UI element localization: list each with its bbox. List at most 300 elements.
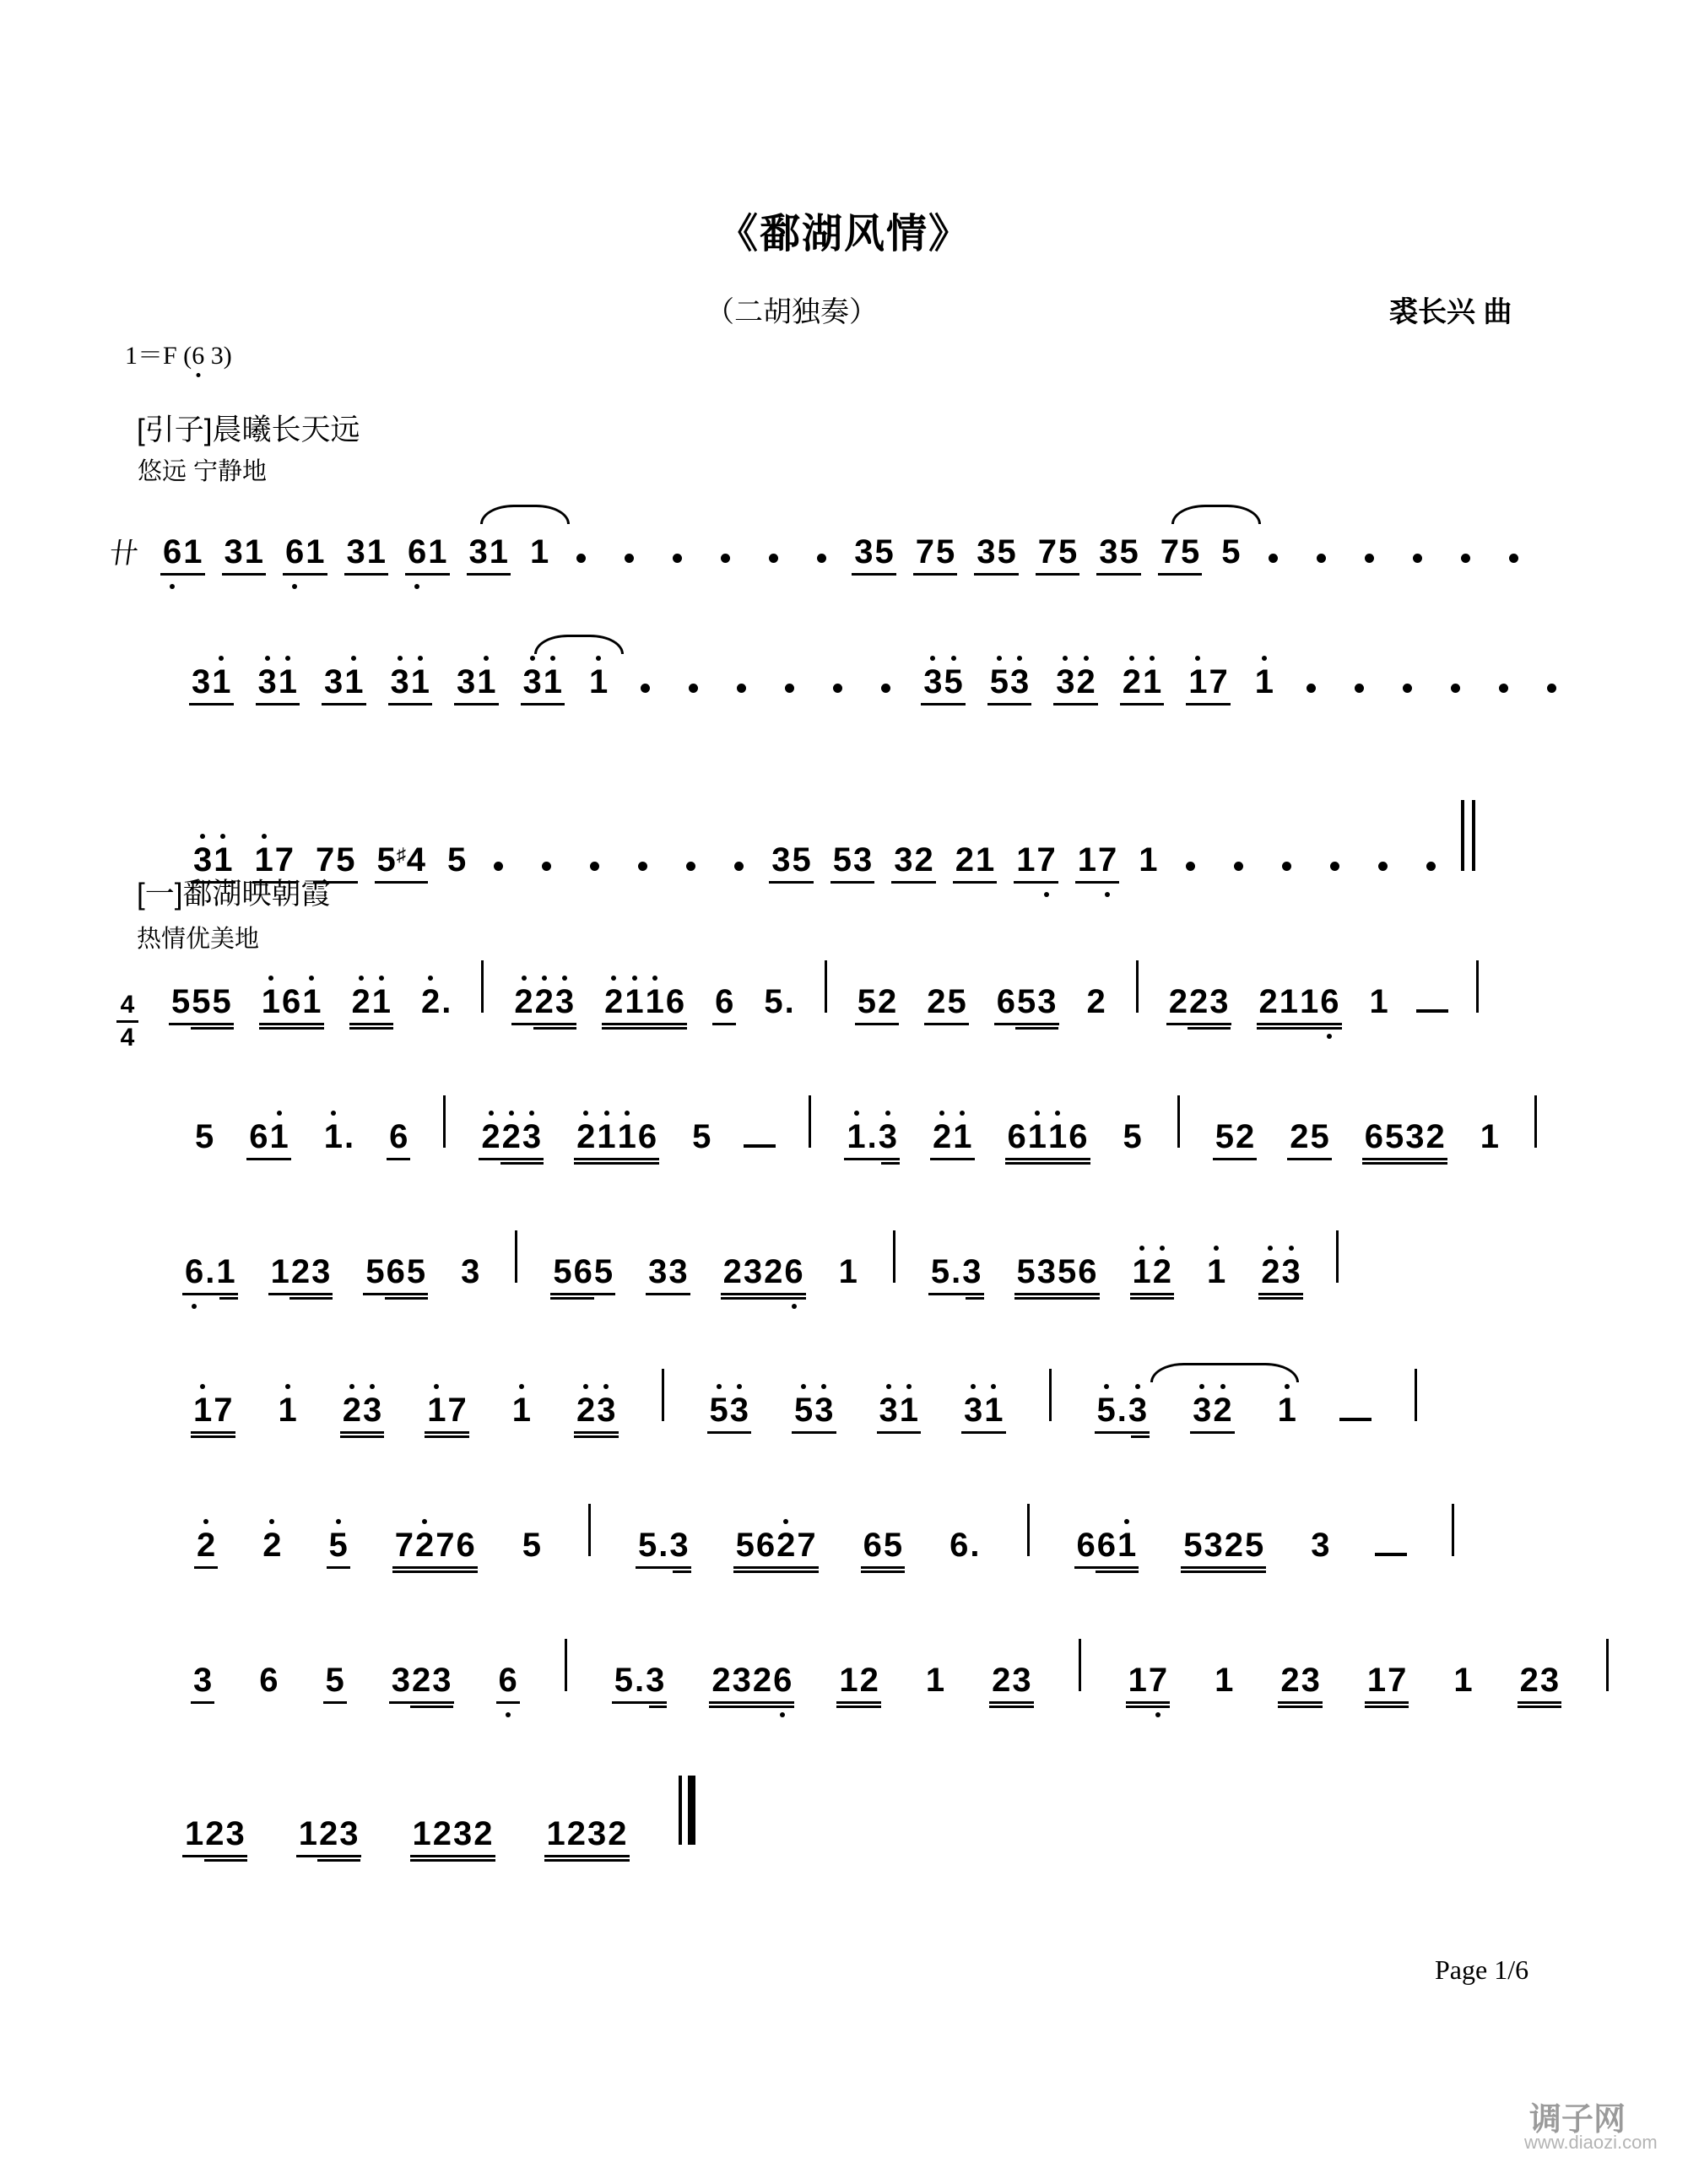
note-digit: 3 [771, 841, 791, 878]
beam-line-2 [989, 1706, 1034, 1708]
note-digit: 5 [1215, 1118, 1234, 1155]
note-digit: 2 [290, 1253, 311, 1290]
fade-dots [1186, 862, 1436, 871]
note-digit: 6 [863, 1527, 882, 1564]
note-group [1121, 1120, 1144, 1158]
key-prefix: 1＝F ( [125, 342, 192, 370]
held-note-dash [1416, 1009, 1448, 1013]
fade-dot [881, 684, 890, 693]
note-group [1367, 985, 1391, 1023]
note-digit: 1 [1132, 1253, 1151, 1290]
note-group [445, 843, 468, 881]
note-group [855, 985, 900, 1025]
key-suffix: 3) [204, 342, 232, 370]
note-group [733, 1528, 819, 1569]
fade-dot [1282, 862, 1291, 871]
note-digit: 1 [412, 1815, 431, 1852]
beam-line-2 [881, 1162, 900, 1165]
note-digit: 2 [1280, 1662, 1300, 1699]
note-digit: 1 [366, 533, 386, 570]
note-digit: 5 [1310, 1118, 1329, 1155]
beam-line-2 [1257, 1027, 1342, 1030]
note-digit: 6 [1096, 1527, 1116, 1564]
note-digit: 2 [432, 1815, 452, 1852]
note-group [296, 1817, 361, 1857]
fade-dot [1355, 684, 1364, 693]
note-digit: 1 [976, 841, 995, 878]
fade-dot [576, 554, 586, 563]
final-barline [679, 1776, 695, 1845]
note-digit: 2 [412, 1662, 431, 1699]
beam-line-2 [385, 1297, 428, 1300]
note-digit: 3 [668, 1253, 688, 1290]
note-group [1181, 1528, 1266, 1569]
beam-line-2 [392, 1570, 478, 1573]
note-digit: 1 [984, 1392, 1004, 1429]
note-digit: 2 [878, 983, 897, 1020]
note-digit: 6 [996, 983, 1015, 1020]
fade-dot [673, 554, 682, 563]
note-digit: 2 [933, 1118, 952, 1155]
note-digit: 7 [274, 841, 294, 878]
note-group [349, 985, 394, 1025]
fade-dot [1451, 684, 1460, 693]
note-digit: 2 [1168, 983, 1188, 1020]
note-digit: . [205, 1253, 215, 1290]
note-digit: 3 [1128, 1392, 1148, 1429]
barline [809, 1095, 811, 1148]
note-digit: 3 [854, 533, 874, 570]
note-digit: 2 [722, 1253, 742, 1290]
music-line-9 [191, 1639, 1611, 1704]
note-digit: 1 [427, 1392, 446, 1429]
note-digit: 2 [1213, 1392, 1232, 1429]
note-digit: 3 [1281, 1253, 1301, 1290]
note-digit: 3 [363, 1392, 382, 1429]
note-digit: 2 [1426, 1118, 1445, 1155]
note-digit: 3 [522, 663, 542, 700]
note-digit: 1 [847, 1118, 866, 1155]
note-group [1258, 1255, 1303, 1295]
note-digit: 7 [394, 1527, 414, 1564]
note-digit: 3 [324, 663, 344, 700]
note-digit: 2 [1152, 1253, 1171, 1290]
fade-dots [641, 684, 890, 693]
barline [565, 1639, 567, 1691]
note-group [550, 1255, 615, 1295]
note-digit: 2 [1076, 663, 1096, 700]
note-digit: 5 [1385, 1118, 1404, 1155]
note-digit: 2 [501, 1118, 521, 1155]
fade-dot [1317, 554, 1326, 563]
beam-line-2 [349, 1027, 394, 1030]
note-digit: 1 [899, 1392, 918, 1429]
note-digit: . [658, 1527, 668, 1564]
note-group [947, 1528, 982, 1566]
beam-line-2 [861, 1570, 906, 1573]
note-group [913, 535, 958, 576]
note-group [410, 1817, 495, 1857]
note-digit: 2 [752, 1662, 772, 1699]
note-group [574, 1120, 659, 1160]
note-digit: . [867, 1118, 877, 1155]
note-group [256, 665, 300, 705]
note-group [520, 1528, 544, 1566]
fade-dot [1269, 554, 1278, 563]
barline [1177, 1095, 1180, 1148]
beam-line-2 [1130, 1297, 1175, 1300]
barline [443, 1095, 446, 1148]
note-digit: 6 [784, 1253, 803, 1290]
beam-line-2 [1126, 1706, 1171, 1708]
note-digit: 1 [183, 533, 203, 570]
note-digit: 3 [1036, 1253, 1056, 1290]
note-group [1126, 1663, 1171, 1704]
note-digit: 1 [953, 1118, 972, 1155]
note-digit: 5 [709, 1392, 728, 1429]
note-digit: 3 [257, 663, 277, 700]
note-group [1287, 1120, 1332, 1160]
note-digit: 3 [732, 1662, 751, 1699]
barline [515, 1230, 517, 1283]
note-digit: 6 [408, 533, 427, 570]
note-digit: 2 [473, 1815, 493, 1852]
beam-line-2 [1005, 1162, 1090, 1165]
note-digit: 1 [1188, 663, 1208, 700]
note-digit: 4 [406, 841, 425, 878]
note-digit: 1 [254, 841, 273, 878]
note-group [276, 1393, 300, 1431]
fraction-bar [116, 1020, 138, 1023]
fade-dot [1413, 554, 1422, 563]
beam-line-2 [410, 1706, 453, 1708]
note-group [1478, 1120, 1501, 1158]
note-digit: 1 [838, 1253, 858, 1290]
note-digit: 1 [925, 1662, 945, 1699]
note-group [257, 1663, 280, 1701]
note-digit: 5 [325, 1662, 344, 1699]
barline [1534, 1095, 1537, 1148]
beam-line-2 [709, 1706, 794, 1708]
fade-dot [1307, 684, 1316, 693]
note-digit: 3 [193, 841, 213, 878]
note-group [194, 1528, 218, 1569]
note-digit: 3 [522, 1118, 542, 1155]
fade-dot [689, 684, 698, 693]
fade-dot [1186, 862, 1195, 871]
fade-dots [1307, 684, 1556, 693]
note-digit: 2 [1261, 1253, 1280, 1290]
barline [893, 1230, 895, 1283]
note-group [169, 985, 234, 1025]
note-digit: 2 [859, 1662, 879, 1699]
beam-line-2 [1131, 1435, 1150, 1438]
beam-line-2 [1518, 1706, 1562, 1708]
note-group [830, 843, 875, 884]
note-digit: 5 [997, 533, 1016, 570]
fade-dots [494, 862, 744, 871]
beam-line-2 [1096, 1570, 1139, 1573]
note-digit: 6 [1069, 1118, 1088, 1155]
note-digit: 6 [1320, 983, 1339, 1020]
note-digit: 1 [212, 663, 231, 700]
note-group [191, 1393, 235, 1434]
barline [1606, 1639, 1609, 1691]
beam-line-2 [340, 1435, 385, 1438]
note-digit: 1 [1453, 1662, 1473, 1699]
note-digit: 6 [1007, 1118, 1026, 1155]
note-digit: 6 [950, 1527, 969, 1564]
note-digit: 3 [390, 663, 409, 700]
note-digit: 6 [1076, 1527, 1096, 1564]
note-digit: 1 [410, 663, 430, 700]
note-digit: 3 [192, 663, 211, 700]
beam-line-2 [317, 1859, 360, 1862]
beam-line-2 [1365, 1706, 1409, 1708]
note-group [1212, 1663, 1236, 1701]
note-digit: 3 [1539, 1662, 1560, 1699]
note-digit: 3 [1056, 663, 1075, 700]
fade-dot [734, 862, 744, 871]
note-group [707, 1393, 752, 1434]
note-group [375, 843, 429, 884]
note-group [1158, 535, 1203, 576]
note-group [323, 1663, 347, 1704]
note-digit: 1 [269, 1118, 289, 1155]
note-digit: 2 [421, 983, 441, 1020]
note-digit: 6 [282, 983, 301, 1020]
beam-line-2 [1278, 1706, 1323, 1708]
note-digit: 2 [415, 1527, 435, 1564]
free-meter-symbol: 卄 [106, 538, 141, 570]
fade-dot [1234, 862, 1243, 871]
note-digit: 7 [1037, 533, 1057, 570]
note-digit: 3 [346, 533, 365, 570]
barline [825, 960, 827, 1013]
note-digit: 1 [589, 663, 609, 700]
note-digit: 6 [456, 1527, 475, 1564]
note-digit: 6 [715, 983, 734, 1020]
note-digit: 2 [1258, 983, 1278, 1020]
note-group [1053, 665, 1098, 705]
note-digit: 1 [1279, 983, 1298, 1020]
note-digit: 5 [1017, 983, 1036, 1020]
note-group [344, 535, 389, 576]
note-group [260, 1528, 284, 1566]
note-digit: 5 [1245, 1527, 1264, 1564]
note-group [392, 1528, 478, 1569]
note-digit: 1 [530, 533, 549, 570]
note-digit: 3 [878, 1118, 897, 1155]
note-digit: 2 [319, 1815, 338, 1852]
note-digit: 1 [546, 1815, 565, 1852]
beam-line-2 [1188, 1027, 1231, 1030]
note-group [1204, 1255, 1228, 1293]
note-digit: 2 [914, 841, 933, 878]
note-digit: 1 [1207, 1253, 1226, 1290]
beam-line-2 [191, 1027, 234, 1030]
note-digit: 5 [1058, 533, 1078, 570]
note-digit: 3 [339, 1815, 359, 1852]
note-group [521, 665, 565, 705]
note-digit: 6 [249, 1118, 268, 1155]
note-digit: 5 [212, 983, 231, 1020]
note-digit: 3 [1301, 1662, 1320, 1699]
piece-subtitle: （二胡独奏） [706, 296, 878, 328]
fade-dot [1461, 554, 1470, 563]
note-group [479, 1120, 544, 1160]
note-group [924, 985, 969, 1025]
note-group [612, 1663, 668, 1704]
note-digit: 1 [306, 533, 325, 570]
note-digit: 3 [729, 1392, 749, 1429]
note-group [1136, 843, 1160, 881]
note-digit: 2 [711, 1662, 731, 1699]
note-digit: 5 [857, 983, 876, 1020]
note-group [636, 1528, 691, 1569]
note-digit: 2 [351, 983, 371, 1020]
note-digit: 1 [1016, 841, 1036, 878]
note-digit: 3 [1209, 983, 1229, 1020]
note-digit: . [635, 1662, 645, 1699]
note-digit: 6 [665, 983, 685, 1020]
note-group [877, 1393, 922, 1434]
music-line-4 [116, 960, 1481, 1051]
section-1-mood-marking: 热情优美地 [137, 926, 260, 953]
fade-dot [769, 554, 778, 563]
note-group [189, 665, 234, 705]
note-digit: 3 [743, 1253, 763, 1290]
barline [1079, 1639, 1081, 1691]
note-digit: 2 [1122, 663, 1141, 700]
note-group [387, 1120, 410, 1160]
note-digit: 2 [205, 1815, 225, 1852]
note-digit: 6 [637, 1118, 657, 1155]
piece-title: 《鄱湖风情》 [717, 212, 971, 257]
note-digit: 2 [1236, 1118, 1255, 1155]
beam-line-2 [1014, 1297, 1100, 1300]
note-digit: 2 [776, 1527, 796, 1564]
note-group [1252, 665, 1276, 703]
note-digit: 2 [514, 983, 533, 1020]
note-digit: 1 [543, 663, 562, 700]
note-group [769, 843, 814, 884]
note-digit: 1 [214, 841, 233, 878]
beam-line-2 [574, 1162, 659, 1165]
music-line-5 [192, 1095, 1539, 1160]
note-digit: 5 [692, 1118, 711, 1155]
note-digit: 2 [604, 983, 624, 1020]
note-digit: 1 [244, 533, 263, 570]
barline [1415, 1369, 1417, 1421]
note-group [1095, 1393, 1150, 1434]
note-digit: 5 [328, 1527, 348, 1564]
note-digit: 7 [316, 841, 335, 878]
beam-line-2 [219, 1297, 238, 1300]
note-group [1275, 1393, 1299, 1431]
note-digit: 3 [1010, 663, 1030, 700]
note-digit: 2 [1086, 983, 1106, 1020]
note-digit: 1 [1048, 1118, 1068, 1155]
note-group [322, 665, 366, 705]
note-digit: 3 [391, 1662, 410, 1699]
note-digit: 3 [453, 1815, 473, 1852]
note-digit: 1 [839, 1662, 858, 1699]
fade-dots [576, 554, 826, 563]
note-digit: 5 [593, 1253, 614, 1290]
note-digit: 1 [645, 983, 664, 1020]
note-group [388, 665, 433, 705]
note-digit: 5 [614, 1662, 633, 1699]
note-digit: 7 [214, 1392, 233, 1429]
note-digit: 3 [597, 1392, 616, 1429]
key-signature [125, 334, 232, 371]
note-group [1362, 1120, 1447, 1160]
note-digit: 2 [764, 1253, 783, 1290]
note-digit: 6 [285, 533, 305, 570]
note-digit: 3 [923, 663, 943, 700]
note-digit: 5 [365, 1253, 385, 1290]
note-digit: 1 [278, 663, 297, 700]
note-digit: 3 [587, 1815, 607, 1852]
note-digit: 1 [511, 1392, 531, 1429]
note-digit: . [784, 983, 794, 1020]
note-digit: 7 [1160, 533, 1179, 570]
beam-line-2 [1362, 1162, 1447, 1165]
note-digit: 5 [874, 533, 894, 570]
note-digit: 2 [608, 1815, 627, 1852]
note-group [160, 535, 205, 576]
music-line-10 [182, 1776, 695, 1857]
note-digit: 3 [977, 533, 996, 570]
note-group [246, 1120, 291, 1160]
note-group [1074, 1528, 1139, 1569]
note-group [709, 1663, 794, 1704]
section-1-title: [一]鄱湖映朝霞 [137, 878, 331, 911]
note-group [844, 1120, 900, 1160]
fade-dot [785, 684, 794, 693]
beam-line-2 [191, 1435, 235, 1438]
note-digit: 5 [792, 841, 811, 878]
note-digit: 7 [1098, 841, 1117, 878]
note-group [1005, 1120, 1090, 1160]
note-digit: 1 [1369, 983, 1388, 1020]
beam-line-2 [733, 1570, 819, 1573]
note-digit: 7 [1148, 1662, 1168, 1699]
note-digit: 5 [1181, 533, 1200, 570]
note-group [544, 1817, 630, 1857]
note-digit: 6 [259, 1662, 279, 1699]
beam-line-2 [204, 1859, 247, 1862]
note-digit: 3 [853, 841, 873, 878]
note-group [467, 535, 511, 576]
music-line-1 [106, 530, 1527, 576]
music-line-6 [182, 1230, 1341, 1295]
note-group [1014, 843, 1058, 884]
note-digit: 1 [625, 983, 644, 1020]
note-digit: 1 [1300, 983, 1319, 1020]
note-group [891, 843, 936, 884]
note-digit: 7 [797, 1527, 816, 1564]
note-digit: 6 [573, 1253, 592, 1290]
note-digit: 5 [1183, 1527, 1203, 1564]
time-signature-top: 4 [120, 991, 135, 1019]
watermark-site-url: www.diaozi.com [1524, 2132, 1658, 2153]
note-group [836, 1255, 860, 1293]
note-group [1096, 535, 1141, 576]
note-digit: 1 [298, 1815, 317, 1852]
fade-dot [1426, 862, 1436, 871]
